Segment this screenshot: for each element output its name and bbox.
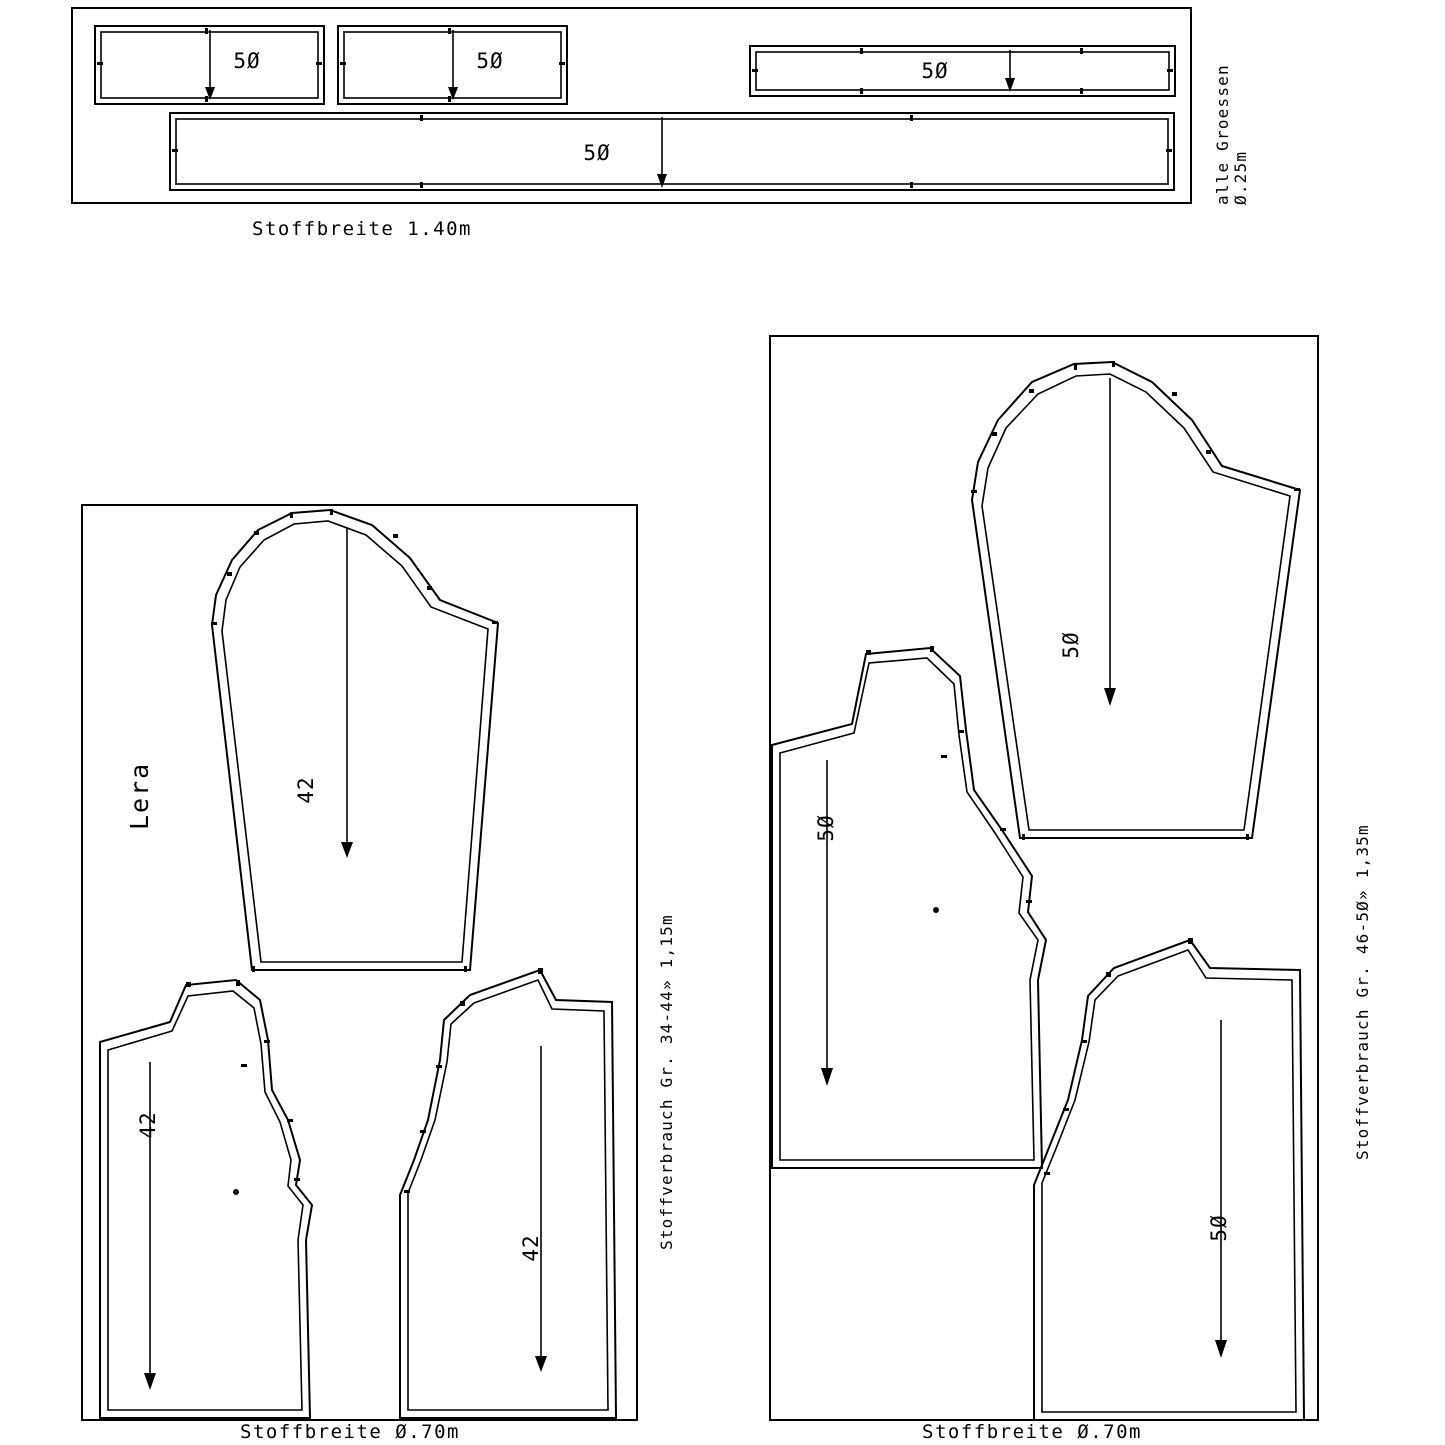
pattern-piece-bodice-right-1	[772, 646, 1046, 1168]
fabric-rect-right	[770, 336, 1318, 1420]
all-sizes-amount-label: Ø.25m	[1231, 150, 1250, 205]
pattern-piece-band-4	[170, 113, 1174, 190]
layout-top	[72, 8, 1250, 240]
piece-label: 5Ø	[233, 49, 261, 73]
fabric-width-label-top: Stoffbreite 1.40m	[252, 218, 472, 240]
piece-label: 5Ø	[1207, 1214, 1231, 1242]
fabric-rect-top	[72, 8, 1191, 203]
layout-right	[770, 336, 1372, 1443]
pattern-piece-bodice-right-2	[1034, 938, 1304, 1420]
fabric-width-label-left: Stoffbreite Ø.70m	[240, 1421, 460, 1443]
pattern-piece-sleeve-left	[211, 509, 498, 972]
pattern-piece-bodice-left	[100, 980, 312, 1418]
pattern-piece-sleeve-right	[971, 361, 1300, 840]
brand-label: Lera	[125, 761, 154, 830]
consumption-label-left: Stoffverbrauch Gr. 34-44» 1,15m	[657, 914, 676, 1250]
piece-label: 5Ø	[921, 59, 949, 83]
consumption-label-right: Stoffverbrauch Gr. 46-5Ø» 1,35m	[1353, 824, 1372, 1160]
pattern-piece-band-1	[95, 26, 324, 104]
piece-label: 5Ø	[476, 49, 504, 73]
pattern-piece-bodice-left-2	[400, 968, 616, 1418]
all-sizes-label: alle Groessen	[1213, 64, 1232, 205]
piece-label: 42	[136, 1111, 160, 1139]
piece-label: 42	[294, 776, 318, 804]
piece-label: 5Ø	[1059, 631, 1083, 659]
piece-label: 5Ø	[814, 814, 838, 842]
fabric-width-label-right: Stoffbreite Ø.70m	[922, 1421, 1142, 1443]
piece-label: 42	[519, 1234, 543, 1262]
pattern-piece-band-3	[750, 46, 1175, 96]
layout-left	[82, 505, 676, 1443]
piece-label: 5Ø	[583, 141, 611, 165]
pattern-piece-band-2	[338, 26, 567, 104]
